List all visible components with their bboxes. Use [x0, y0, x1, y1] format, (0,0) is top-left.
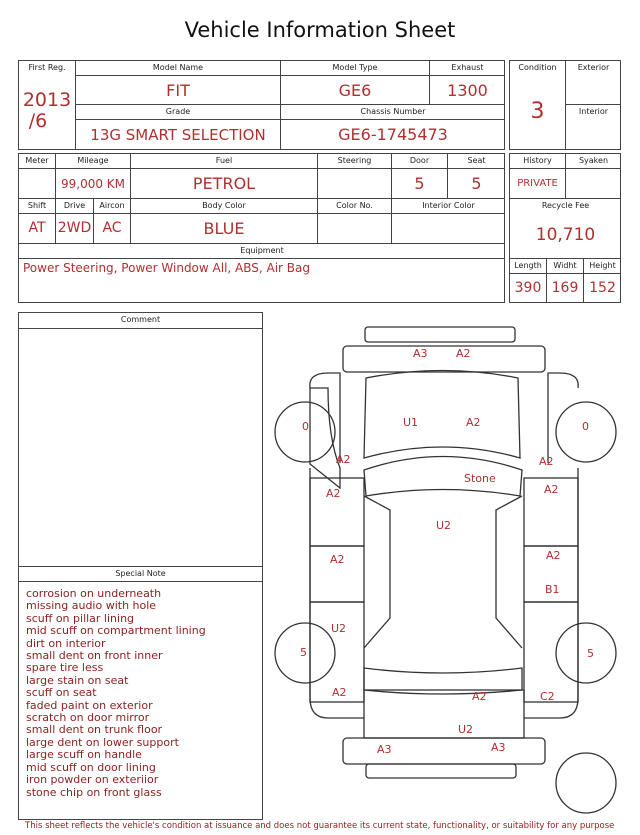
condition-value: 3 [530, 99, 545, 124]
body-color-value: BLUE [203, 219, 245, 238]
special-note-item: mid scuff on compartment lining [26, 624, 206, 638]
interior-cell [566, 105, 621, 150]
grade-value-cell [76, 120, 281, 150]
meter-value-cell [19, 169, 56, 199]
history-cell [510, 154, 566, 169]
height-cell [584, 259, 621, 274]
condition-table [509, 60, 621, 150]
exhaust-label: Exhaust [451, 63, 484, 72]
syaken-cell [566, 154, 621, 169]
special-note-label: Special Note [115, 569, 166, 578]
height-value-cell [584, 274, 621, 303]
exhaust-cell [430, 61, 505, 76]
model-name-value: FIT [166, 81, 190, 100]
chassis-cell [281, 105, 505, 120]
special-note-header [19, 566, 262, 582]
damage-code-fender-front-right: A2 [539, 455, 554, 468]
special-note-item: large scuff on handle [26, 748, 142, 762]
seat-value-cell [448, 169, 505, 199]
model-type-value-cell [281, 76, 430, 105]
special-note-item: large stain on seat [26, 673, 129, 687]
comment-header [19, 313, 262, 329]
damage-code-door-rear-left: A2 [330, 553, 345, 566]
special-note-item: mid scuff on door lining [26, 760, 156, 774]
special-note-item: iron powder on exteriior [26, 773, 159, 787]
drive-value-cell [56, 214, 94, 244]
damage-code-rear-glass: A2 [472, 690, 487, 703]
aircon-label: Aircon [99, 201, 125, 210]
damage-code-roof: U2 [436, 519, 452, 532]
interior-color-label: Interior Color [422, 201, 475, 210]
shift-value-cell [19, 214, 56, 244]
length-cell [510, 259, 547, 274]
damage-code-rocker-right: B1 [545, 583, 560, 596]
length-value: 390 [514, 280, 542, 296]
special-note-item: corrosion on underneath [26, 587, 162, 600]
special-note-item: scuff on pillar lining [26, 611, 135, 625]
special-note-list [26, 588, 206, 799]
front-grille-shape [343, 346, 545, 372]
equipment-label: Equipment [240, 246, 284, 255]
seat-value: 5 [471, 174, 482, 193]
model-name-value-cell [76, 76, 281, 105]
damage-code-tire-front-left: 0 [302, 420, 309, 433]
chassis-value-cell [281, 120, 505, 150]
exhaust-value: 1300 [447, 81, 488, 100]
special-note-item: small dent on front inner [26, 649, 163, 663]
equipment-value: Power Steering, Power Window All, ABS, Air Bag [23, 261, 311, 275]
recycle-fee-value: 10,710 [535, 225, 596, 245]
interior-label: Interior [578, 107, 609, 116]
special-note-item: missing audio with hole [26, 599, 157, 613]
comment-panel [18, 312, 263, 820]
exterior-cell [566, 61, 621, 105]
history-label: History [523, 156, 552, 165]
condition-label: Condition [518, 63, 557, 72]
damage-code-door-front-left: A2 [326, 487, 341, 500]
history-value-cell [510, 169, 566, 199]
damage-code-quarter-left: U2 [331, 622, 347, 635]
recycle-fee-cell [510, 199, 621, 259]
meter-label: Meter [25, 156, 49, 165]
width-value: 169 [551, 280, 579, 296]
body-color-label: Body Color [202, 201, 246, 210]
special-note-item: stone chip on front glass [26, 785, 162, 799]
model-type-label: Model Type [332, 63, 378, 72]
model-type-cell [281, 61, 430, 76]
exterior-label: Exterior [577, 63, 610, 72]
disclaimer-footer: This sheet reflects the vehicle's condition at issuance and does not guarantee its current state, functionality, or suitability for any purpose [25, 821, 615, 831]
seat-label: Seat [467, 156, 486, 165]
damage-code-trunk: U2 [458, 723, 474, 736]
color-no-cell [318, 199, 392, 214]
basic-info-table [18, 60, 505, 150]
width-label: Widht [553, 261, 577, 270]
grade-value: 13G SMART SELECTION [90, 126, 266, 144]
door-value-cell [392, 169, 448, 199]
mileage-cell [56, 154, 131, 169]
mileage-value-cell [56, 169, 131, 199]
drive-value: 2WD [57, 220, 92, 236]
shift-cell [19, 199, 56, 214]
door-label: Door [409, 156, 430, 165]
fuel-cell [131, 154, 318, 169]
aircon-value-cell [94, 214, 131, 244]
door-cell [392, 154, 448, 169]
color-no-value-cell [318, 214, 392, 244]
damage-code-fender-front-left: A2 [336, 453, 351, 466]
drive-label: Drive [63, 201, 86, 210]
damage-code-tire-rear-left: 5 [300, 646, 307, 659]
width-cell [547, 259, 584, 274]
width-value-cell [547, 274, 584, 303]
damage-code-quarter-rear-left: A2 [332, 686, 347, 699]
interior-color-cell [392, 199, 505, 214]
fuel-value-cell [131, 169, 318, 199]
hood-shape [364, 371, 520, 459]
special-note-item: scuff on seat [26, 686, 97, 700]
height-value: 152 [589, 280, 616, 296]
model-name-cell [76, 61, 281, 76]
spec-table [18, 153, 505, 303]
door-value: 5 [414, 174, 425, 193]
spare-tire-shape [556, 753, 616, 813]
mileage-value: 99,000 KM [60, 177, 126, 191]
history-value: PRIVATE [517, 178, 558, 189]
tire-rear-right-shape [556, 623, 616, 683]
color-no-label: Color No. [336, 201, 373, 210]
windshield-shape [364, 457, 522, 497]
first-reg-label: First Reg. [28, 63, 66, 72]
page-title: Vehicle Information Sheet [184, 18, 456, 42]
meter-cell [19, 154, 56, 169]
damage-code-windshield: Stone [464, 472, 496, 485]
chassis-number-value: GE6-1745473 [338, 125, 448, 144]
grade-cell [76, 105, 281, 120]
model-name-label: Model Name [152, 63, 204, 72]
mileage-label: Mileage [77, 156, 109, 165]
rear-bumper-shape [343, 738, 545, 764]
syaken-value-cell [566, 169, 621, 199]
comment-label: Comment [120, 315, 161, 324]
syaken-label: Syaken [578, 156, 609, 165]
drive-cell [56, 199, 94, 214]
special-note-item: large dent on lower support [26, 735, 179, 749]
history-table [509, 153, 621, 303]
equipment-header-cell [19, 244, 505, 259]
chassis-number-label: Chassis Number [360, 107, 426, 116]
length-label: Length [514, 261, 542, 270]
steering-label: Steering [337, 156, 372, 165]
damage-code-hood-left: U1 [403, 416, 419, 429]
steering-cell [318, 154, 392, 169]
shift-value: AT [28, 220, 46, 236]
damage-code-front-bumper-right: A2 [456, 347, 471, 360]
right-quarter-shape [524, 602, 578, 702]
aircon-value: AC [102, 220, 122, 236]
damage-code-door-front-right: A2 [544, 483, 559, 496]
model-type-value: GE6 [338, 81, 372, 100]
rear-bumper-lower-shape [366, 764, 516, 778]
damage-code-tire-rear-right: 5 [587, 647, 594, 660]
steering-value-cell [318, 169, 392, 199]
condition-cell [510, 61, 566, 150]
fuel-label: Fuel [215, 156, 233, 165]
recycle-fee-label: Recycle Fee [541, 201, 590, 210]
height-label: Height [589, 261, 616, 270]
damage-code-rear-bumper-left: A3 [377, 743, 392, 756]
exhaust-value-cell [430, 76, 505, 105]
damage-code-tire-front-right: 0 [582, 420, 589, 433]
damage-code-front-bumper-left: A3 [413, 347, 428, 360]
length-value-cell [510, 274, 547, 303]
damage-code-quarter-rear-right: C2 [540, 690, 555, 703]
seat-cell [448, 154, 505, 169]
first-reg-cell [19, 61, 76, 150]
first-reg-month: /6 [28, 110, 48, 132]
damage-code-door-rear-right: A2 [546, 549, 561, 562]
special-note-item: small dent on trunk floor [26, 723, 163, 737]
grade-label: Grade [165, 107, 191, 116]
car-damage-diagram [268, 318, 620, 818]
aircon-cell [94, 199, 131, 214]
trunk-shape [364, 690, 524, 738]
front-bumper-shape [365, 327, 515, 342]
fuel-value: PETROL [192, 174, 256, 193]
special-note-item: dirt on interior [26, 636, 106, 650]
damage-code-rear-bumper-right: A3 [491, 741, 506, 754]
body-color-value-cell [131, 214, 318, 244]
special-note-item: spare tire less [26, 661, 104, 675]
special-note-item: scratch on door mirror [26, 711, 150, 725]
body-color-cell [131, 199, 318, 214]
first-reg-year: 2013 [22, 89, 72, 111]
special-note-item: faded paint on exterior [26, 698, 153, 712]
interior-color-value-cell [392, 214, 505, 244]
damage-code-hood-right: A2 [466, 416, 481, 429]
shift-label: Shift [27, 201, 47, 210]
